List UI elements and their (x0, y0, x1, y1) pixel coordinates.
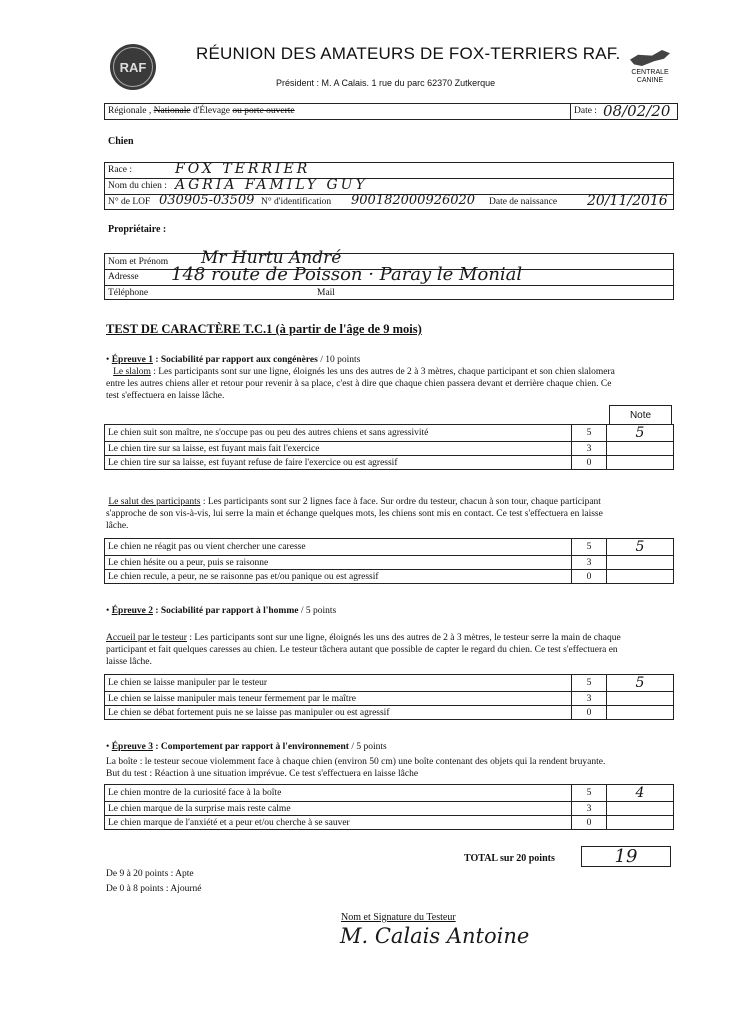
table-row: Le chien recule, a peur, ne se raisonne pas et/ou panique ou est agressif 0 (105, 570, 674, 584)
note-cell: 5 (607, 539, 674, 556)
dog-info-box (104, 162, 674, 210)
date-value: 08/02/20 (603, 102, 671, 120)
lof-value: 030905-03509 (159, 193, 255, 208)
ajourne-rule: De 0 à 8 points : Ajourné (106, 884, 202, 894)
event-box (104, 103, 678, 120)
slalom-description: Le slalom : Les participants sont sur une ligne, éloignés les uns des autres de 2 à 3 mètres, chaque participant et son chien slalomera entre les autres chiens aller et retour pour revenir à sa place, c'est à dire que chaque chien passera devant et derrière chaque chien. Ce test s'effectuera en laisse lâche. (106, 367, 615, 401)
table-row: Le chien tire sur sa laisse, est fuyant refuse de faire l'exercice ou est agressif 0 (105, 456, 674, 470)
salut-description: Le salut des participants : Les participants sont sur 2 lignes face à face. Sur ordre du testeur, chacun à son tour, chaque participant s'approche de son vis-à-vis, lui serre la main et échange quelques mots, les chiens sont mis en contact. Ce test s'effectuera en laisse lâche. (106, 497, 603, 531)
race-label: Race : (108, 165, 133, 175)
table-row: Le chien se laisse manipuler par le testeur 5 5 (105, 675, 674, 692)
epreuve2-heading: • Épreuve 2 : Sociabilité par rapport à l'homme / 5 points (106, 606, 337, 616)
note-cell (607, 442, 674, 456)
document-title: RÉUNION DES AMATEURS DE FOX-TERRIERS RAF. (196, 44, 621, 63)
dog-section-label: Chien (108, 136, 134, 147)
id-value: 900182000926020 (351, 193, 476, 208)
total-label: TOTAL sur 20 points (464, 853, 555, 864)
lof-label: N° de LOF (108, 197, 151, 207)
test-title: TEST DE CARACTÈRE T.C.1 (à partir de l'âge de 9 mois) (106, 322, 422, 336)
note-cell (607, 570, 674, 584)
table-row: Le chien se débat fortement puis ne se laisse pas manipuler ou est agressif 0 (105, 706, 674, 720)
total-value: 19 (581, 846, 671, 867)
slalom-table (104, 424, 674, 470)
birth-value: 20/11/2016 (587, 193, 668, 209)
signature-label: Nom et Signature du Testeur (341, 912, 456, 923)
tester-signature: M. Calais Antoine (340, 924, 530, 948)
owner-name-label: Nom et Prénom (108, 257, 169, 267)
epreuve3-heading: • Épreuve 3 : Comportement par rapport à l'environnement / 5 points (106, 742, 387, 752)
accueil-table (104, 674, 674, 720)
president-line: Président : M. A Calais. 1 rue du parc 62370 Zutkerque (276, 78, 496, 88)
dog-name-label: Nom du chien : (108, 181, 167, 191)
event-type: Régionale , Nationale d'Élevage ou porte ouverte (108, 106, 295, 116)
table-row: Le chien ne réagit pas ou vient chercher une caresse 5 5 (105, 539, 674, 556)
table-row: Le chien marque de la surprise mais reste calme 3 (105, 802, 674, 816)
owner-info-box (104, 248, 674, 300)
address-value: 148 route de Poisson · Paray le Monial (171, 264, 523, 285)
table-row: Le chien suit son maître, ne s'occupe pas ou peu des autres chiens et sans agressivité 5 5 (105, 425, 674, 442)
note-cell (607, 802, 674, 816)
note-header: Note (609, 405, 672, 424)
salut-table (104, 538, 674, 584)
table-row: Le chien hésite ou a peur, puis se raisonne 3 (105, 556, 674, 570)
boite-description: La boîte : le testeur secoue violemment face à chaque chien (environ 50 cm) une boîte contenant des objets qui la rendent bruyante. But du test : Réaction à une situation imprévue. Ce test s'effectuera en laisse lâche (106, 757, 606, 779)
owner-name-value: Mr Hurtu André (201, 248, 342, 268)
apte-rule: De 9 à 20 points : Apte (106, 869, 194, 879)
table-row: Le chien montre de la curiosité face à la boîte 5 4 (105, 785, 674, 802)
date-label: Date : (574, 106, 597, 116)
centrale-canine-logo: CENTRALE CANINE (624, 50, 676, 96)
table-row: Le chien marque de l'anxiété et a peur et/ou cherche à se sauver 0 (105, 816, 674, 830)
club-logo: RAF (110, 44, 156, 90)
note-cell: 5 (607, 675, 674, 692)
dog-name-value: AGRIA FAMILY GUY (175, 177, 368, 193)
note-cell (607, 816, 674, 830)
id-label: N° d'identification (261, 197, 332, 207)
accueil-description: Accueil par le testeur : Les participants sont sur une ligne, éloignés les uns des autres de 2 à 3 mètres, le testeur serre la main de chaque participant et fait quelques caresses au chien. Le testeur tâchera autant que possible de capter le regard du chien. Ce test s'effectuera en laisse lâche. (106, 633, 621, 667)
note-cell: 4 (607, 785, 674, 802)
birth-label: Date de naissance (489, 197, 558, 207)
note-cell (607, 692, 674, 706)
note-cell (607, 456, 674, 470)
table-row: Le chien se laisse manipuler mais teneur fermement par le maître 3 (105, 692, 674, 706)
address-label: Adresse (108, 272, 139, 282)
note-cell (607, 556, 674, 570)
note-cell (607, 706, 674, 720)
epreuve1-heading: • Épreuve 1 : Sociabilité par rapport aux congénères / 10 points (106, 355, 361, 365)
phone-label: Téléphone (108, 288, 149, 298)
boite-table (104, 784, 674, 830)
note-cell: 5 (607, 425, 674, 442)
race-value: FOX TERRIER (175, 161, 311, 177)
table-row: Le chien tire sur sa laisse, est fuyant mais fait l'exercice 3 (105, 442, 674, 456)
mail-label: Mail (317, 288, 335, 298)
owner-section-label: Propriétaire : (108, 224, 167, 235)
